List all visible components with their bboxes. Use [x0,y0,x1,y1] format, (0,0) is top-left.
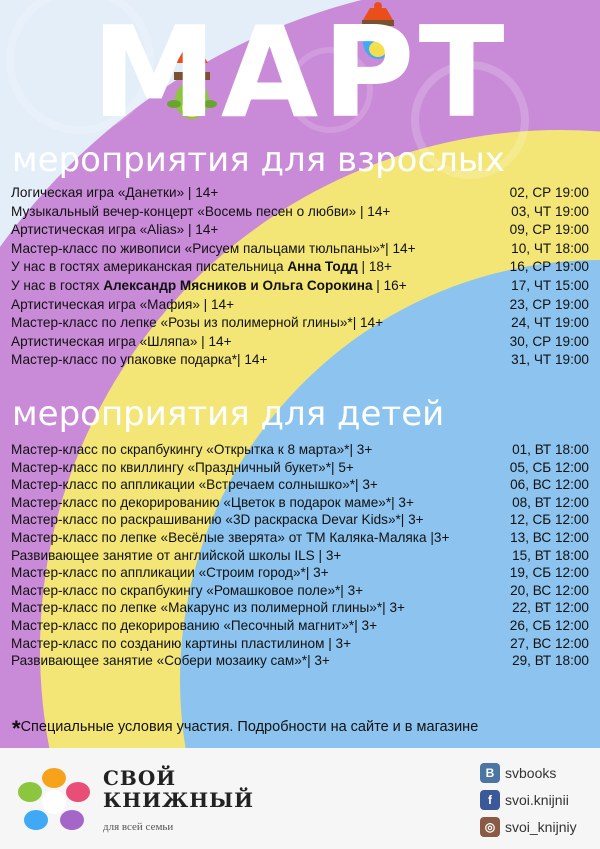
event-title [11,653,330,668]
adult-event-row [11,259,589,278]
adult-event-row [11,315,589,334]
instagram-link[interactable] [480,816,577,838]
footnote-text: Специальные условия участия. Подробности на сайте и в магазине [20,719,479,735]
kids-event-row [11,477,589,495]
kids-event-row [11,618,589,636]
event-title-pre: Артистическая игра «Alias» | 14+ [11,222,219,238]
event-title [11,442,372,457]
event-date: 24, ЧТ 19:00 [511,315,589,331]
logo-name-line1: СВОЙ [103,766,177,790]
kids-events-title: мероприятия для детей [12,394,445,434]
event-date: 19, СБ 12:00 [509,565,589,581]
kids-event-row [11,636,589,654]
event-title [11,259,392,274]
adult-event-row [11,222,589,241]
event-title-pre: Мастер-класс по раскрашиванию «3D раскраска Devar Kids»*| 3+ [11,512,424,528]
event-date: 22, ВТ 12:00 [512,600,589,616]
event-title [11,185,218,200]
event-title-pre: Мастер-класс по квиллингу «Праздничный букет»*| 5+ [11,459,354,475]
adult-event-row [11,204,589,223]
event-title [11,297,234,312]
kids-event-row [11,600,589,618]
adult-event-row [11,297,589,316]
event-title-pre: Мастер-класс по лепке «Весёлые зверята» от ТМ Каляка-Маляка |3+ [11,529,450,545]
adult-event-row [11,334,589,353]
event-date: 15, ВТ 18:00 [512,547,589,563]
event-title [11,583,363,598]
vk-handle: svbooks [505,765,557,781]
facebook-link[interactable] [480,789,569,811]
event-title-pre: Мастер-класс по созданию картины пластилином | 3+ [11,635,352,651]
kids-event-row [11,653,589,671]
facebook-handle: svoi.knijnii [505,792,569,808]
event-title [11,600,405,615]
event-date: 23, СР 19:00 [509,296,589,312]
event-title [11,548,341,563]
event-date: 29, ВТ 18:00 [512,653,589,669]
event-title-pre: Мастер-класс по декорированию «Цветок в подарок маме»*| 3+ [11,494,414,510]
kids-event-row [11,565,589,583]
event-title-pre: Музыкальный вечер-концерт «Восемь песен о любви» | 14+ [11,203,391,219]
event-date: 12, СБ 12:00 [509,512,589,528]
event-title [11,352,267,367]
event-date: 06, ВС 12:00 [510,477,589,493]
event-title-pre: Мастер-класс по декорированию «Песочный магнит»*| 3+ [11,617,378,633]
event-title-pre: Артистическая игра «Мафия» | 14+ [11,296,235,312]
adult-event-row [11,352,589,371]
event-date: 31, ЧТ 19:00 [511,352,589,368]
instagram-icon: ◎ [480,817,500,837]
footnote-star: * [12,716,21,741]
event-title-pre: У нас в гостях американская писательница [11,259,288,275]
event-title [11,460,354,475]
event-date: 08, ВТ 12:00 [512,494,589,510]
footer [0,748,600,849]
month-title: МАРТ [91,0,509,146]
adult-event-row [11,278,589,297]
adult-events-title: мероприятия для взрослых [12,140,505,180]
event-date: 16, СР 19:00 [509,259,589,275]
event-date: 26, СБ 12:00 [509,617,589,633]
kids-event-row [11,583,589,601]
kids-event-row [11,495,589,513]
event-title [11,334,232,349]
event-title [11,636,351,651]
event-title [11,530,449,545]
event-title-pre: Мастер-класс по скрапбукингу «Ромашковое поле»*| 3+ [11,582,364,598]
logo-flower-icon [14,764,94,840]
event-title [11,565,329,580]
event-title-pre: Мастер-класс по живописи «Рисуем пальцами тюльпаны»*| 14+ [11,240,416,256]
event-title [11,204,390,219]
event-title [11,278,407,293]
facebook-icon: f [480,790,500,810]
kids-event-row [11,512,589,530]
event-title-post: | 18+ [357,259,392,275]
event-date: 02, СР 19:00 [509,185,589,200]
event-title-pre: Мастер-класс по аппликации «Встречаем солнышко»*| 3+ [11,477,378,493]
event-title [11,512,424,527]
event-date: 17, ЧТ 15:00 [511,277,589,293]
event-date: 03, ЧТ 19:00 [511,203,589,219]
event-title-pre: Мастер-класс по лепке «Розы из полимерной глины»*| 14+ [11,315,384,331]
instagram-handle: svoi_knijniy [505,819,577,835]
logo-tagline: для всей семьи [103,821,174,833]
vk-link[interactable] [480,762,556,784]
kids-event-row [11,442,589,460]
event-date: 05, СБ 12:00 [509,459,589,475]
event-title-pre: Логическая игра «Данетки» | 14+ [11,185,219,200]
event-date: 13, ВС 12:00 [510,529,589,545]
event-title-pre: У нас в гостях [11,277,104,293]
event-title-bold: Анна Тодд [287,259,358,275]
event-title [11,477,378,492]
event-title-pre: Артистическая игра «Шляпа» | 14+ [11,333,232,349]
event-title-pre: Мастер-класс по лепке «Макарунс из полимерной глины»*| 3+ [11,600,405,616]
event-title [11,495,414,510]
event-title-post: | 16+ [372,277,407,293]
kids-events-list [11,442,589,671]
kids-event-row [11,548,589,566]
event-title-pre: Развивающее занятие от английской школы ILS | 3+ [11,547,342,563]
event-date: 27, ВС 12:00 [510,635,589,651]
event-title [11,222,218,237]
event-title-pre: Мастер-класс по упаковке подарка*| 14+ [11,352,268,368]
event-date: 30, СР 19:00 [509,333,589,349]
event-title [11,618,377,633]
event-title-bold: Александр Мясников и Ольга Сорокина [103,277,373,293]
kids-event-row [11,460,589,478]
event-date: 10, ЧТ 18:00 [511,240,589,256]
adult-event-row [11,185,589,204]
vk-icon: B [480,763,500,783]
event-title [11,241,416,256]
event-title [11,315,383,330]
adult-event-row [11,241,589,260]
kids-event-row [11,530,589,548]
event-date: 09, СР 19:00 [509,222,589,238]
event-title-pre: Мастер-класс по аппликации «Строим город»*| 3+ [11,565,329,581]
event-title-pre: Развивающее занятие «Собери мозаику сам»*| 3+ [11,653,330,669]
event-date: 01, ВТ 18:00 [512,442,589,457]
event-title-pre: Мастер-класс по скрапбукингу «Открытка к 8 марта»*| 3+ [11,442,373,457]
footnote [12,716,592,742]
adult-events-list [11,185,589,371]
logo-name-line2: КНИЖНЫЙ [103,788,255,812]
event-date: 20, ВС 12:00 [510,582,589,598]
